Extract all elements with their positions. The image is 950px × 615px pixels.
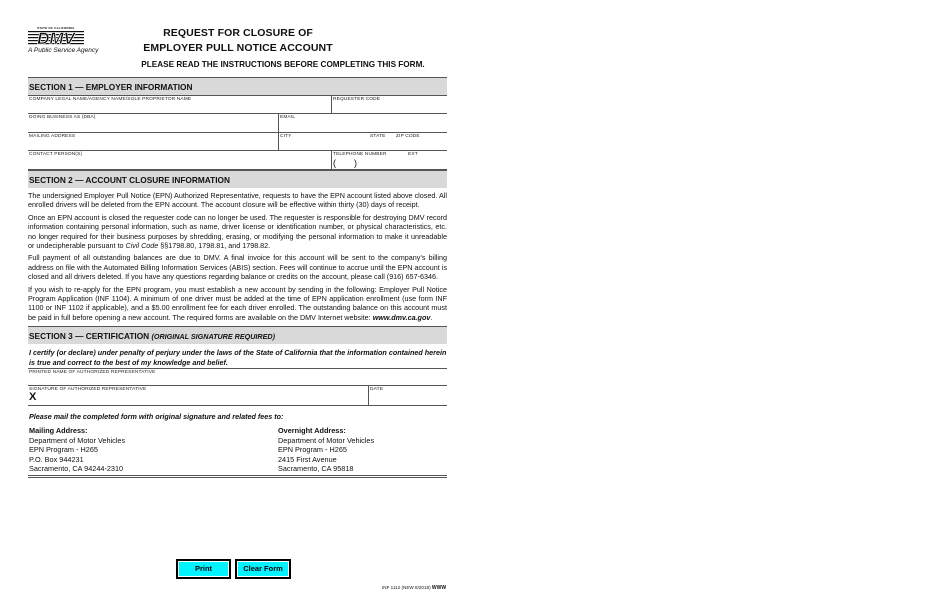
closure-paragraph-4: If you wish to re-apply for the EPN program, you must establish a new account by sending in the following: Employer Pull Notice Program Application (INF 1104). A minimum of one driver must be added at the time of EPN application enrollment (use form INF 1100 or INF 1102 if applicable), and a $5.00 enrollment fee for each driver enrolled. The outstanding balance on this account must be paid in full before opening a new account. The required forms are available on the DMV Internet website: www.dmv.ca.gov. bbox=[28, 284, 447, 322]
civil-code-ref: Civil Code bbox=[125, 241, 159, 251]
overnight-line-2: EPN Program - H265 bbox=[278, 445, 347, 455]
overnight-address-heading: Overnight Address: bbox=[278, 426, 346, 436]
ext-label: EXT bbox=[408, 152, 418, 157]
row-dba bbox=[28, 114, 447, 133]
company-name-label: COMPANY LEGAL NAME/AGENCY NAME/SOLE PROPRIETOR NAME bbox=[29, 97, 192, 102]
mail-instructions: Please mail the completed form with original signature and related fees to: bbox=[29, 412, 284, 422]
row-company bbox=[28, 95, 447, 114]
certification-statement: I certify (or declare) under penalty of perjury under the laws of the State of California that the information contained herein is true and correct to the best of my knowledge and belief. bbox=[29, 348, 447, 367]
dba-label: DOING BUSINESS AS (DBA) bbox=[29, 115, 96, 120]
overnight-line-1: Department of Motor Vehicles bbox=[278, 435, 375, 445]
state-label: STATE bbox=[370, 134, 386, 139]
dba-field[interactable] bbox=[28, 114, 278, 132]
zip-label: ZIP CODE bbox=[396, 134, 420, 139]
logo-letters: DMV bbox=[37, 29, 75, 47]
mailing-line-3: P.O. Box 944231 bbox=[29, 454, 84, 464]
closure-paragraph-2: Once an EPN account is closed the requester code can no longer be used. The requester is responsible for destroying DMV record information containing personal information, such as name, driver license or identification number, or physical characteristics, etc. no longer required for their business purposes by shredding, erasing, or modifying the personal information to make it unreadable or undecipherable pursuant to Civil Code §§1798.80, 1798.81, and 1798.82. bbox=[28, 212, 447, 251]
dmv-website-link[interactable]: www.dmv.ca.gov bbox=[372, 312, 431, 322]
mailing-line-4: Sacramento, CA 94244-2310 bbox=[29, 464, 124, 474]
row-signature bbox=[28, 386, 447, 406]
signature-required-note: (ORIGINAL SIGNATURE REQUIRED) bbox=[151, 332, 275, 342]
contact-person-field[interactable] bbox=[28, 151, 331, 169]
telephone-label: TELEPHONE NUMBER bbox=[333, 152, 387, 157]
clear-form-button[interactable]: Clear Form bbox=[235, 559, 291, 579]
area-code-close-paren: ) bbox=[354, 158, 357, 168]
section2-heading: SECTION 2 — ACCOUNT CLOSURE INFORMATION bbox=[28, 170, 447, 188]
logo-state-text: STATE OF CALIFORNIA bbox=[37, 26, 75, 30]
city-field[interactable] bbox=[278, 133, 368, 150]
row-printed-name bbox=[28, 368, 447, 386]
email-label: EMAIL bbox=[280, 115, 296, 120]
overnight-line-4: Sacramento, CA 95818 bbox=[278, 464, 354, 474]
form-title-line2: EMPLOYER PULL NOTICE ACCOUNT bbox=[143, 42, 333, 54]
addresses-block bbox=[28, 426, 447, 478]
section3-heading: SECTION 3 — CERTIFICATION (ORIGINAL SIGNATURE REQUIRED) bbox=[28, 326, 447, 344]
closure-form bbox=[28, 77, 447, 478]
mailing-address-label: MAILING ADDRESS bbox=[29, 134, 76, 139]
mailing-address-heading: Mailing Address: bbox=[29, 426, 88, 436]
contact-person-label: CONTACT PERSON(S) bbox=[29, 152, 83, 157]
form-footer bbox=[382, 585, 446, 591]
read-instructions-note: PLEASE READ THE INSTRUCTIONS BEFORE COMPLETING THIS FORM. bbox=[141, 60, 425, 69]
form-id: INF 1112 (NEW 8/2018) bbox=[382, 585, 432, 590]
row-contact bbox=[28, 151, 447, 170]
requester-code-label: REQUESTER CODE bbox=[333, 97, 381, 102]
signature-label: SIGNATURE OF AUTHORIZED REPRESENTATIVE bbox=[29, 387, 147, 393]
closure-paragraph-3: Full payment of all outstanding balances are due to DMV. A final invoice for this account will be sent to the company’s billing address on file with the Automated Billing Information Services (ABIS) section. Fees will continue to accrue until the EPN account is closed and all drivers deleted. If you have any questions regarding balance or credits on the account, please call (916) 657-6346. bbox=[28, 253, 447, 282]
mailing-line-2: EPN Program - H265 bbox=[29, 445, 98, 455]
date-label: DATE bbox=[370, 387, 384, 393]
city-label: CITY bbox=[280, 134, 292, 139]
date-field[interactable] bbox=[368, 386, 447, 405]
requester-code-field[interactable] bbox=[331, 96, 447, 113]
row-address bbox=[28, 133, 447, 151]
print-button[interactable]: Print bbox=[176, 559, 231, 579]
company-name-field[interactable] bbox=[28, 96, 331, 113]
signature-x-mark: X bbox=[29, 391, 37, 404]
mailing-line-1: Department of Motor Vehicles bbox=[29, 435, 126, 445]
overnight-address-block bbox=[278, 426, 374, 474]
dmv-logo bbox=[28, 26, 98, 58]
closure-paragraph-1: The undersigned Employer Pull Notice (EPN) Authorized Representative, requests to have the EPN account listed above closed. All enrolled drivers will be deleted from the EPN account. The account closure will be effective within thirty (30) days of receipt. bbox=[28, 191, 447, 210]
mailing-address-block bbox=[29, 426, 125, 474]
signature-field[interactable] bbox=[28, 386, 368, 405]
email-field[interactable] bbox=[278, 114, 447, 132]
form-title-line1: REQUEST FOR CLOSURE OF bbox=[163, 27, 313, 39]
logo-tagline: A Public Service Agency bbox=[28, 47, 99, 54]
overnight-line-3: 2415 First Avenue bbox=[278, 454, 337, 464]
footer-www: WWW bbox=[431, 585, 447, 591]
printed-name-field[interactable] bbox=[28, 369, 447, 385]
section1-heading: SECTION 1 — EMPLOYER INFORMATION bbox=[28, 77, 447, 95]
printed-name-label: PRINTED NAME OF AUTHORIZED REPRESENTATIVE bbox=[29, 370, 156, 376]
telephone-field[interactable] bbox=[331, 151, 447, 169]
mailing-address-field[interactable] bbox=[28, 133, 278, 150]
area-code-open-paren: ( bbox=[333, 158, 336, 168]
dmv-logo-icon bbox=[28, 29, 84, 47]
